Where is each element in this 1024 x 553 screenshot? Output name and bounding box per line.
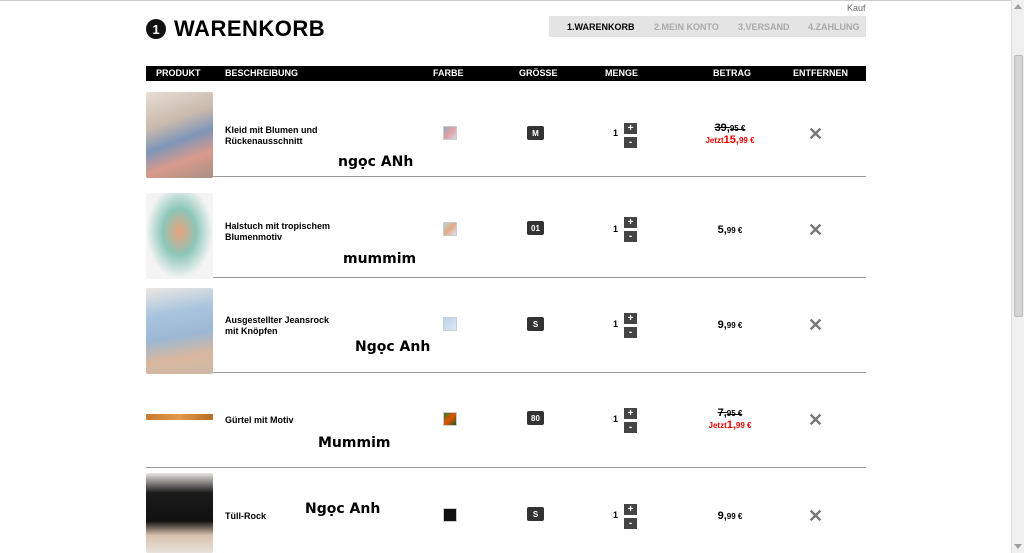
- col-beschreibung: BESCHREIBUNG: [225, 68, 299, 78]
- cart-row: [146, 278, 866, 373]
- col-menge: MENGE: [605, 68, 639, 78]
- size-badge: 80: [527, 411, 544, 425]
- product-description[interactable]: Kleid mit Blumen und Rückenausschnitt: [225, 125, 318, 146]
- remove-icon[interactable]: ✕: [808, 220, 824, 240]
- col-groesse: GRÖSSE: [519, 68, 558, 78]
- product-description[interactable]: Gürtel mit Motiv: [225, 415, 294, 425]
- handwritten-note: mummim: [343, 251, 417, 267]
- color-swatch[interactable]: [443, 508, 457, 522]
- page-title-block: [146, 16, 325, 42]
- cart-table-header: [146, 66, 866, 81]
- step-versand[interactable]: 3.VERSAND: [738, 22, 790, 32]
- price-value: 9,99 €: [717, 510, 743, 522]
- remove-icon[interactable]: ✕: [808, 506, 824, 526]
- product-image-dress[interactable]: [146, 92, 213, 178]
- product-description[interactable]: Ausgestellter Jeansrock mit Knöpfen: [225, 315, 330, 336]
- new-price: Jetzt1,99 €: [708, 419, 752, 431]
- quantity-plus-button[interactable]: +: [624, 123, 637, 134]
- price-value: 9,99 €: [717, 319, 743, 331]
- step-number-icon: 1: [146, 19, 166, 39]
- price-block: [690, 122, 770, 146]
- step-zahlung[interactable]: 4.ZAHLUNG: [808, 22, 860, 32]
- quantity-minus-button[interactable]: -: [624, 518, 637, 529]
- col-betrag: BETRAG: [713, 68, 751, 78]
- size-badge: 01: [527, 221, 544, 235]
- handwritten-note: Ngọc Anh: [355, 339, 431, 355]
- color-swatch[interactable]: [443, 126, 457, 140]
- quantity-plus-button[interactable]: +: [624, 313, 637, 324]
- col-entfernen: ENTFERNEN: [793, 68, 849, 78]
- product-image-skirt[interactable]: [146, 288, 213, 374]
- cart-row: [146, 468, 866, 553]
- top-divider: [0, 0, 1011, 1]
- quantity-minus-button[interactable]: -: [624, 137, 637, 148]
- quantity-minus-button[interactable]: -: [624, 422, 637, 433]
- old-price: 39,95 €: [714, 122, 746, 134]
- quantity-minus-button[interactable]: -: [624, 327, 637, 338]
- top-link[interactable]: Kauf: [847, 3, 866, 13]
- quantity-value: 1: [613, 510, 619, 520]
- remove-icon[interactable]: ✕: [808, 124, 824, 144]
- cart-row: [146, 82, 866, 177]
- scroll-thumb[interactable]: [1014, 55, 1023, 317]
- scroll-up-icon[interactable]: [1014, 4, 1022, 9]
- price-block: [690, 407, 770, 431]
- old-price: 7,95 €: [717, 407, 743, 419]
- product-description[interactable]: Tüll-Rock: [225, 511, 267, 521]
- checkout-steps: [549, 16, 866, 37]
- cart-row: [146, 373, 866, 468]
- quantity-value: 1: [613, 128, 619, 138]
- page-title: WARENKORB: [174, 16, 326, 41]
- product-image-belt[interactable]: [146, 414, 213, 420]
- price-value: 5,99 €: [717, 224, 743, 236]
- quantity-value: 1: [613, 224, 619, 234]
- col-farbe: FARBE: [433, 68, 464, 78]
- step-mein-konto[interactable]: 2.MEIN KONTO: [654, 22, 719, 32]
- product-image-tulle-skirt[interactable]: [146, 473, 213, 553]
- remove-icon[interactable]: ✕: [808, 410, 824, 430]
- step-warenkorb[interactable]: 1.WARENKORB: [567, 22, 635, 32]
- remove-icon[interactable]: ✕: [808, 315, 824, 335]
- size-badge: S: [527, 317, 544, 331]
- quantity-plus-button[interactable]: +: [624, 217, 637, 228]
- cart-row: [146, 183, 866, 278]
- handwritten-note: Mummim: [318, 435, 391, 451]
- size-badge: S: [527, 507, 544, 521]
- product-image-scarf[interactable]: [146, 193, 213, 279]
- color-swatch[interactable]: [443, 317, 457, 331]
- quantity-plus-button[interactable]: +: [624, 504, 637, 515]
- col-produkt: PRODUKT: [156, 68, 201, 78]
- scroll-down-icon[interactable]: [1014, 544, 1022, 549]
- product-description[interactable]: Halstuch mit tropischem Blumenmotiv: [225, 221, 331, 242]
- quantity-plus-button[interactable]: +: [624, 408, 637, 419]
- vertical-scrollbar[interactable]: [1011, 0, 1024, 553]
- color-swatch[interactable]: [443, 412, 457, 426]
- quantity-minus-button[interactable]: -: [624, 231, 637, 242]
- quantity-value: 1: [613, 414, 619, 424]
- new-price: Jetzt15,99 €: [705, 134, 755, 146]
- color-swatch[interactable]: [443, 222, 457, 236]
- handwritten-note: Ngọc Anh: [305, 501, 381, 517]
- handwritten-note: ngọc ANh: [338, 154, 414, 170]
- size-badge: M: [527, 126, 544, 140]
- quantity-value: 1: [613, 319, 619, 329]
